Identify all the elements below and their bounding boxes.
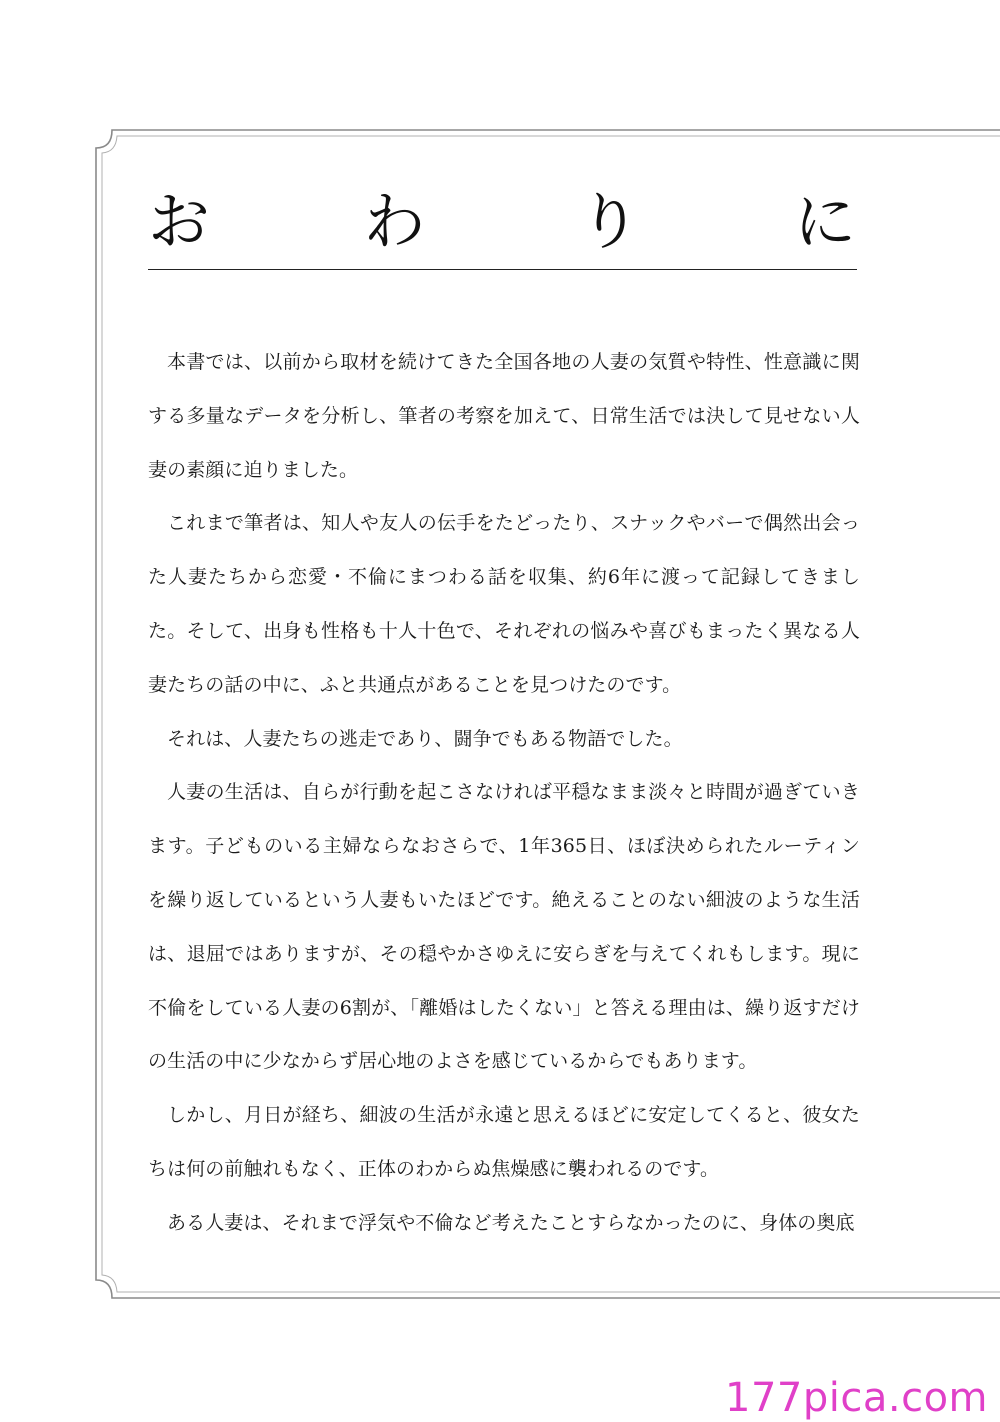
site-watermark: 177pica.com xyxy=(725,1375,988,1421)
paragraph-5: しかし、月日が経ち、細波の生活が永遠と思えるほどに安定してくると、彼女たちは何の前触れもなく、正体のわからぬ焦燥感に襲われるのです。 xyxy=(148,1104,860,1180)
page-title xyxy=(148,182,856,262)
paragraph-3: それは、人妻たちの逃走であり、闘争でもある物語でした。 xyxy=(167,727,683,750)
title-underline xyxy=(148,269,857,270)
paragraph-2: これまで筆者は、知人や友人の伝手をたどったり、スナックやバーで偶然出会った人妻たちから恋愛・不倫にまつわる話を収集、約6年に渡って記録してきました。そして、出身も性格も十人十色で、それぞれの悩みや喜びもまったく異なる人妻たちの話の中に、ふと共通点があることを見つけたのです。 xyxy=(148,512,860,696)
title-char-3: り xyxy=(578,185,641,258)
title-char-4: に xyxy=(793,185,856,258)
title-char-1: お xyxy=(148,185,211,258)
body-text xyxy=(148,336,860,1251)
title-char-2: わ xyxy=(363,185,426,258)
paragraph-1: 本書では、以前から取材を続けてきた全国各地の人妻の気質や特性、性意識に関する多量なデータを分析し、筆者の考察を加えて、日常生活では決して見せない人妻の素顔に迫りました。 xyxy=(148,351,860,481)
paragraph-6: ある人妻は、それまで浮気や不倫など考えたことすらなかったのに、身体の奥底 xyxy=(167,1211,855,1234)
paragraph-4: 人妻の生活は、自らが行動を起こさなければ平穏なまま淡々と時間が過ぎていきます。子どものいる主婦ならなおさらで、1年365日、ほぼ決められたルーティンを繰り返しているという人妻もいたほどです。絶えることのない細波のような生活は、退屈ではありますが、その穏やかさゆえに安らぎを与えてくれもします。現に不倫をしている人妻の6割が、「離婚はしたくない」と答える理由は、繰り返すだけの生活の中に少なからず居心地のよさを感じているからでもあります。 xyxy=(148,781,860,1073)
